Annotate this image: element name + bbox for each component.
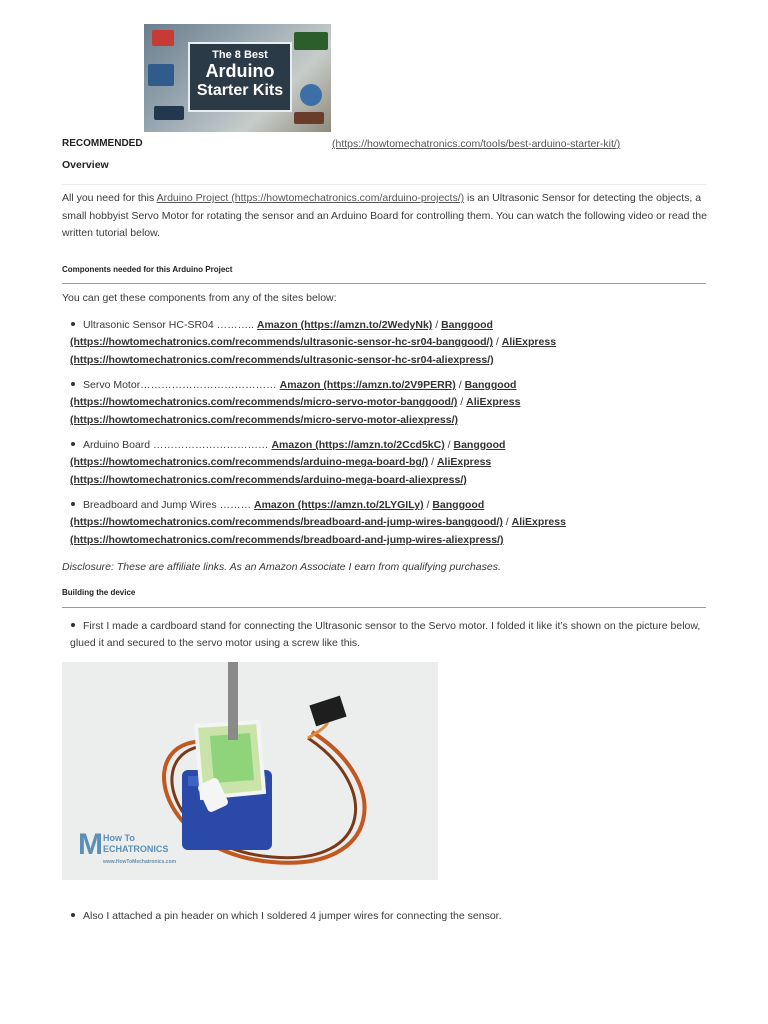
list-item-breadboard xyxy=(70,497,720,549)
list-item-ultrasonic-sensor xyxy=(70,317,720,369)
bullet-icon xyxy=(71,442,75,446)
separator: / xyxy=(432,319,442,331)
list-item-step-1 xyxy=(70,618,720,653)
step-2-text: Also I attached a pin header on which I soldered 4 jumper wires for connecting the sensor. xyxy=(83,910,502,922)
bullet-icon xyxy=(71,502,75,506)
screwdriver-shaft xyxy=(228,662,238,740)
watermark-words xyxy=(103,833,176,868)
separator: / xyxy=(455,379,465,391)
banner-title-box xyxy=(188,42,292,112)
arduino-projects-link[interactable]: Arduino Project (https://howtomechatronics.com/arduino-projects/) xyxy=(156,192,465,204)
aliexpress-link[interactable]: AliExpress (https://howtomechatronics.com/recommends/arduino-mega-board-aliexpress/) xyxy=(70,456,492,486)
banner-component-wire xyxy=(294,112,324,124)
list-item-step-2 xyxy=(70,908,502,924)
banggood-link[interactable]: Banggood (https://howtomechatronics.com/recommends/arduino-mega-board-bg/) xyxy=(70,439,506,469)
components-intro: You can get these components from any of the sites below: xyxy=(62,292,337,304)
intro-text-pre: All you need for this xyxy=(62,192,157,204)
banggood-link[interactable]: Banggood (https://howtomechatronics.com/recommends/micro-servo-motor-banggood/) xyxy=(70,379,517,409)
step-1-text: First I made a cardboard stand for connecting the Ultrasonic sensor to the Servo motor. I folded it like it’s shown on the picture below, glued it and secured to the servo motor using a screw like this. xyxy=(70,620,701,650)
watermark-line1: How To xyxy=(103,833,135,843)
recommended-label: RECOMMENDED xyxy=(62,138,143,149)
list-item-arduino-board xyxy=(70,437,720,489)
banner-component-round xyxy=(300,84,322,106)
intro-text-post: is an Ultrasonic Sensor for detecting the objects, a small hobbyist Servo Motor for rotating the sensor and an Arduino Board for controlling them. You can watch the following video or read the written tutorial below. xyxy=(62,192,707,239)
separator: / xyxy=(492,336,502,349)
banner-component-red xyxy=(152,30,174,46)
separator: / xyxy=(444,439,454,451)
banggood-link[interactable]: Banggood (https://howtomechatronics.com/recommends/ultrasonic-sensor-hc-sr04-banggood/) xyxy=(70,319,493,349)
components-heading: Components needed for this Arduino Project xyxy=(62,265,233,274)
separator: / xyxy=(428,456,437,469)
separator: / xyxy=(457,396,467,409)
amazon-link[interactable]: Amazon (https://amzn.to/2Ccd5kC) xyxy=(271,439,445,451)
intro-paragraph xyxy=(62,190,712,243)
list-item-servo-motor xyxy=(70,377,720,429)
overview-heading: Overview xyxy=(62,159,109,171)
watermark-line2: ECHATRONICS xyxy=(103,844,169,854)
banner-line3: Starter Kits xyxy=(196,81,284,99)
amazon-link[interactable]: Amazon (https://amzn.to/2WedyNk) xyxy=(256,319,433,331)
separator: / xyxy=(502,516,512,529)
component-name: Arduino Board …………………………… xyxy=(83,439,269,451)
bullet-icon xyxy=(71,322,75,326)
banggood-link[interactable]: Banggood (https://howtomechatronics.com/recommends/breadboard-and-jump-wires-banggood/) xyxy=(70,499,503,529)
building-heading: Building the device xyxy=(62,588,136,597)
banner-component-lcd xyxy=(294,32,328,50)
watermark-letter: M xyxy=(78,828,103,861)
banner-line1: The 8 Best xyxy=(212,49,268,61)
aliexpress-link[interactable]: AliExpress (https://howtomechatronics.com/recommends/micro-servo-motor-aliexpress/) xyxy=(70,396,521,426)
amazon-link[interactable]: Amazon (https://amzn.to/2LYGILy) xyxy=(254,499,424,511)
divider xyxy=(62,184,706,185)
aliexpress-link[interactable]: AliExpress (https://howtomechatronics.com/recommends/breadboard-and-jump-wires-aliexpress/) xyxy=(70,516,566,546)
banner-line2: Arduino xyxy=(205,61,275,82)
watermark-url: www.HowToMechatronics.com xyxy=(103,859,177,865)
banner-component-blue xyxy=(148,64,174,86)
divider xyxy=(62,283,706,284)
bullet-icon xyxy=(71,623,75,627)
component-name: Servo Motor………………………………… xyxy=(83,379,277,391)
affiliate-disclosure: Disclosure: These are affiliate links. As an Amazon Associate I earn from qualifying purchases. xyxy=(62,561,501,573)
bullet-icon xyxy=(71,913,75,917)
aliexpress-link[interactable]: AliExpress (https://howtomechatronics.com/recommends/ultrasonic-sensor-hc-sr04-aliexpress/) xyxy=(70,336,557,366)
banner-component-board xyxy=(154,106,184,120)
servo-sensor-photo xyxy=(62,662,438,880)
recommended-link[interactable]: (https://howtomechatronics.com/tools/best-arduino-starter-kit/) xyxy=(332,138,621,150)
component-name: Breadboard and Jump Wires ……… xyxy=(83,499,252,511)
cardboard-inner xyxy=(210,733,254,783)
divider xyxy=(62,607,706,608)
separator: / xyxy=(423,499,433,511)
amazon-link[interactable]: Amazon (https://amzn.to/2V9PERR) xyxy=(279,379,456,391)
starter-kits-banner[interactable] xyxy=(144,24,331,132)
howtomechatronics-watermark xyxy=(78,830,176,868)
component-name: Ultrasonic Sensor HC-SR04 ……….. xyxy=(83,319,254,331)
bullet-icon xyxy=(71,382,75,386)
